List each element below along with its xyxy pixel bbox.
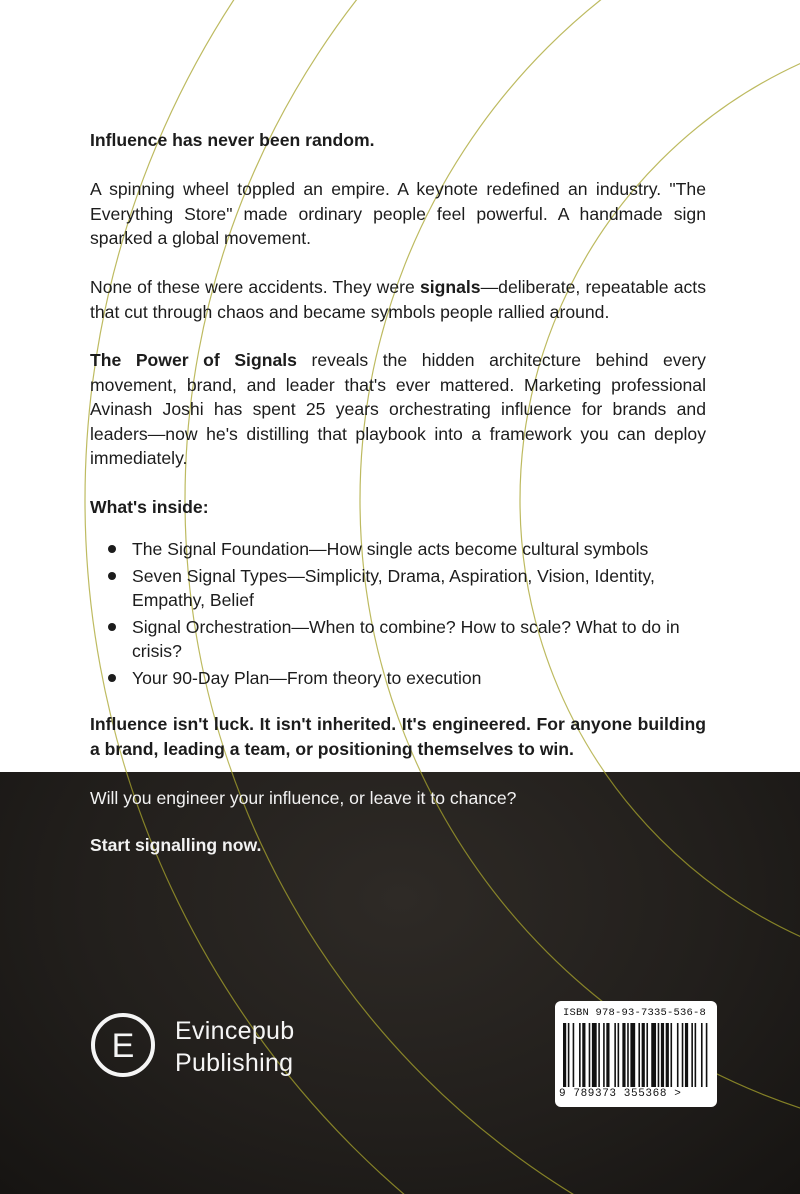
barcode-bar bbox=[682, 1023, 684, 1087]
barcode-bar bbox=[589, 1023, 591, 1087]
publisher-e-icon bbox=[90, 1012, 156, 1078]
list-item-text: The Signal Foundation—How single acts become cultural symbols bbox=[132, 539, 649, 559]
barcode-bar bbox=[677, 1023, 679, 1087]
barcode-bar bbox=[603, 1023, 605, 1087]
paragraph-two bbox=[90, 275, 706, 324]
barcode-bar bbox=[563, 1023, 566, 1087]
paragraph-two-text-end: —deliberate, repeatable acts that cut through chaos and became symbols people rallied around. bbox=[90, 277, 706, 322]
bullet-icon bbox=[108, 572, 116, 580]
barcode-bar bbox=[661, 1023, 664, 1087]
barcode-bar bbox=[598, 1023, 600, 1087]
barcode-bar bbox=[582, 1023, 585, 1087]
barcode-bar bbox=[695, 1023, 697, 1087]
barcode-bar bbox=[646, 1023, 648, 1087]
list-item bbox=[90, 615, 710, 663]
paragraph-one: A spinning wheel toppled an empire. A keynote redefined an industry. "The Everything Store" made ordinary people feel powerful. A handmade sign sparked a global movement. bbox=[90, 179, 706, 248]
barcode-bar bbox=[579, 1023, 581, 1087]
barcode-bar bbox=[618, 1023, 620, 1087]
isbn-digits: 9 789373 355368 > bbox=[559, 1088, 682, 1100]
barcode-bar bbox=[614, 1023, 616, 1087]
barcode-bar bbox=[638, 1023, 640, 1087]
bullet-icon bbox=[108, 674, 116, 682]
barcode-bar bbox=[658, 1023, 660, 1087]
inside-heading: What's inside: bbox=[90, 497, 209, 517]
logo-letter: E bbox=[111, 1027, 135, 1065]
closing-statement: Influence isn't luck. It isn't inherited. It's engineered. For anyone building a brand, leading a team, or positioning themselves to win. bbox=[90, 714, 706, 759]
bullet-icon bbox=[108, 545, 116, 553]
intro-heading: Influence has never been random. bbox=[90, 130, 375, 150]
list-item-text: Signal Orchestration—When to combine? How to scale? What to do in crisis? bbox=[132, 617, 680, 661]
barcode-bar bbox=[685, 1023, 688, 1087]
barcode-bar bbox=[666, 1023, 669, 1087]
barcode-bar bbox=[622, 1023, 625, 1087]
barcode-bar bbox=[651, 1023, 656, 1087]
barcode-bar bbox=[701, 1023, 703, 1087]
bullet-icon bbox=[108, 623, 116, 631]
barcode-bar bbox=[706, 1023, 708, 1087]
paragraph-three bbox=[90, 348, 706, 471]
inside-list bbox=[90, 537, 710, 693]
list-item-text: Seven Signal Types—Simplicity, Drama, Aspiration, Vision, Identity, Empathy, Belief bbox=[132, 566, 655, 610]
publisher-logo bbox=[90, 1012, 300, 1086]
barcode-bar bbox=[573, 1023, 575, 1087]
isbn-barcode-box bbox=[555, 1001, 717, 1107]
barcode-bar bbox=[592, 1023, 597, 1087]
barcode-bar bbox=[630, 1023, 635, 1087]
paragraph-three-text: reveals the hidden architecture behind every movement, brand, and leader that's ever mattered. Marketing professional Avinash Joshi has spent 25 years orchestrating influence for brands and leaders—now he's distilling that playbook into a framework you can deploy immediately. bbox=[90, 350, 706, 468]
isbn-label: ISBN 978-93-7335-536-8 bbox=[563, 1007, 707, 1019]
list-item bbox=[90, 537, 710, 561]
publisher-name-line1: Evincepub bbox=[175, 1017, 295, 1045]
list-item-text: Your 90-Day Plan—From theory to execution bbox=[132, 668, 482, 688]
barcode bbox=[563, 1023, 709, 1087]
question-text: Will you engineer your influence, or leave it to chance? bbox=[90, 788, 517, 808]
barcode-bar bbox=[691, 1023, 693, 1087]
barcode-bar bbox=[606, 1023, 609, 1087]
list-item bbox=[90, 666, 710, 690]
paragraph-two-text-start: None of these were accidents. They were bbox=[90, 277, 420, 297]
signals-term: signals bbox=[419, 277, 481, 297]
barcode-bar bbox=[642, 1023, 645, 1087]
list-item bbox=[90, 564, 710, 612]
publisher-name-line2: Publishing bbox=[175, 1049, 294, 1077]
barcode-bar bbox=[568, 1023, 570, 1087]
barcode-bar bbox=[627, 1023, 629, 1087]
book-title-mention: The Power of Signals bbox=[90, 350, 297, 370]
call-to-action: Start signalling now. bbox=[90, 835, 262, 855]
barcode-bar bbox=[670, 1023, 672, 1087]
